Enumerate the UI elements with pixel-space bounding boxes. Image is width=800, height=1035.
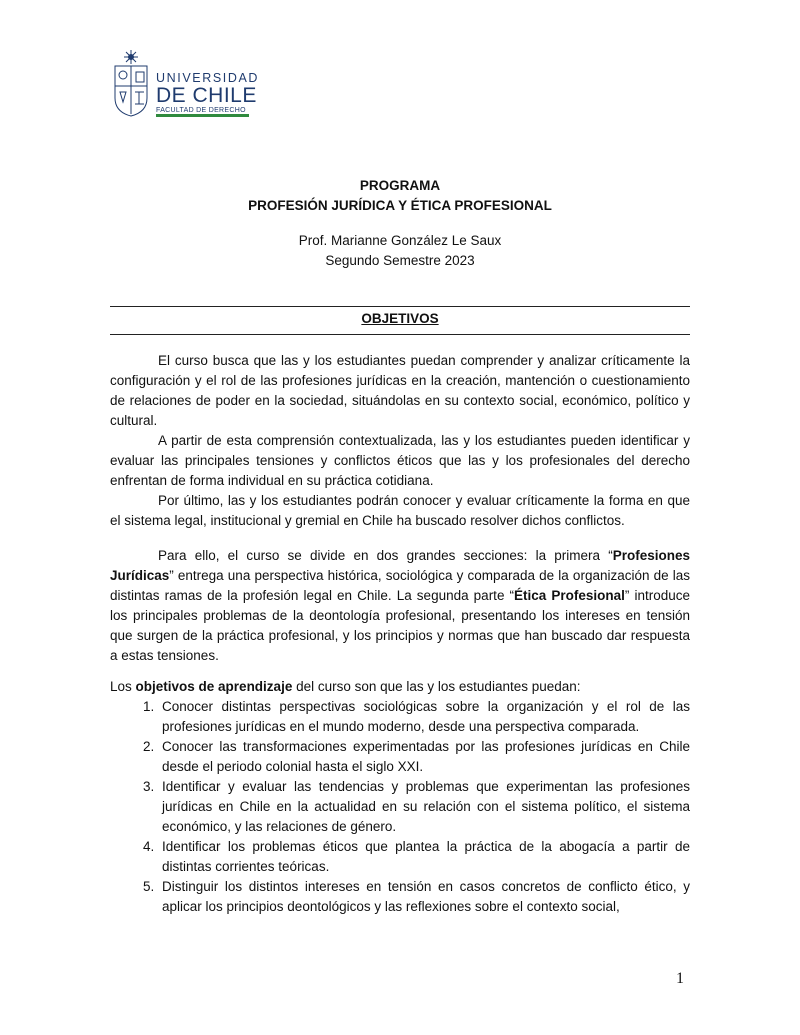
paragraph-3: Por último, las y los estudiantes podrán conocer y evaluar críticamente la forma en que el sistema legal, institucional y gremial en Chile ha buscado resolver dichos conflictos.: [110, 493, 690, 528]
university-name: [156, 72, 259, 115]
objective-item: 1. Conocer distintas perspectivas sociológicas sobre la organización y el rol de las profesiones jurídicas en el mundo moderno, desde una perspectiva comparada.: [158, 697, 690, 737]
divider-bottom: [110, 334, 690, 335]
learning-objectives: [110, 677, 690, 917]
course-info: [0, 231, 800, 271]
objective-item: 4. Identificar los problemas éticos que plantea la práctica de la abogacía a partir de distintas corrientes teóricas.: [158, 837, 690, 877]
sections-paragraph: [110, 546, 690, 666]
university-seal-icon: [110, 48, 152, 118]
paragraph-2: A partir de esta comprensión contextualizada, las y los estudiantes pueden identificar y evaluar las principales tensiones y conflictos éticos que las y los profesionales del derecho enfrentan de forma individual en su práctica cotidiana.: [110, 433, 690, 488]
intro-paragraphs: [110, 351, 690, 531]
course-title: PROFESIÓN JURÍDICA Y ÉTICA PROFESIONAL: [248, 198, 552, 213]
program-label: PROGRAMA: [359, 178, 441, 193]
professor-name: Prof. Marianne González Le Saux: [298, 233, 502, 248]
paragraph-1: El curso busca que las y los estudiantes puedan comprender y analizar críticamente la configuración y el rol de las profesiones jurídicas en la creación, mantención o cuestionamiento de relaciones de poder en la sociedad, situándolas en su contexto social, económico, político y cultural.: [110, 353, 690, 428]
divider-top: [110, 306, 690, 307]
logo-line-2: DE CHILE: [156, 84, 257, 107]
objective-item: 5. Distinguir los distintos intereses en tensión en casos concretos de conflicto ético, y aplicar los principios deontológicos y las reflexiones sobre el contexto social,: [158, 877, 690, 917]
university-logo: [110, 48, 260, 118]
objective-item: 2. Conocer las transformaciones experimentadas por las profesiones jurídicas en Chile desde el periodo colonial hasta el siglo XXI.: [158, 737, 690, 777]
semester: Segundo Semestre 2023: [325, 253, 475, 268]
logo-line-1: UNIVERSIDAD: [156, 71, 260, 85]
objectives-list: [110, 697, 690, 917]
objective-item: 3. Identificar y evaluar las tendencias y problemas que experimentan las profesiones jurídicas en Chile en la actualidad en su relación con el sistema político, el sistema económico, y las relaciones de género.: [158, 777, 690, 837]
term-profesiones-juridicas: Profesiones Jurídicas: [110, 548, 690, 583]
logo-green-bar: [156, 114, 249, 117]
objectives-intro: Los objetivos de aprendizaje del curso son que las y los estudiantes puedan:: [110, 679, 581, 694]
section-heading: OBJETIVOS: [361, 311, 439, 326]
logo-line-3: FACULTAD DE DERECHO: [156, 107, 246, 114]
term-etica-profesional: Ética Profesional: [514, 588, 625, 603]
page-number: 1: [676, 970, 684, 987]
paragraph-4: Para ello, el curso se divide en dos grandes secciones: la primera “Profesiones Jurídicas” entrega una perspectiva histórica, sociológica y comparada de la organización de las distintas ramas de la profesión legal en Chile. La segunda parte “Ética Profesional” introduce los principales problemas de la deontología profesional, presentando los intereses en tensión que surgen de la práctica profesional, y los principios y normas que han buscado dar respuesta a estas tensiones.: [110, 548, 690, 663]
title-block: [0, 176, 800, 216]
